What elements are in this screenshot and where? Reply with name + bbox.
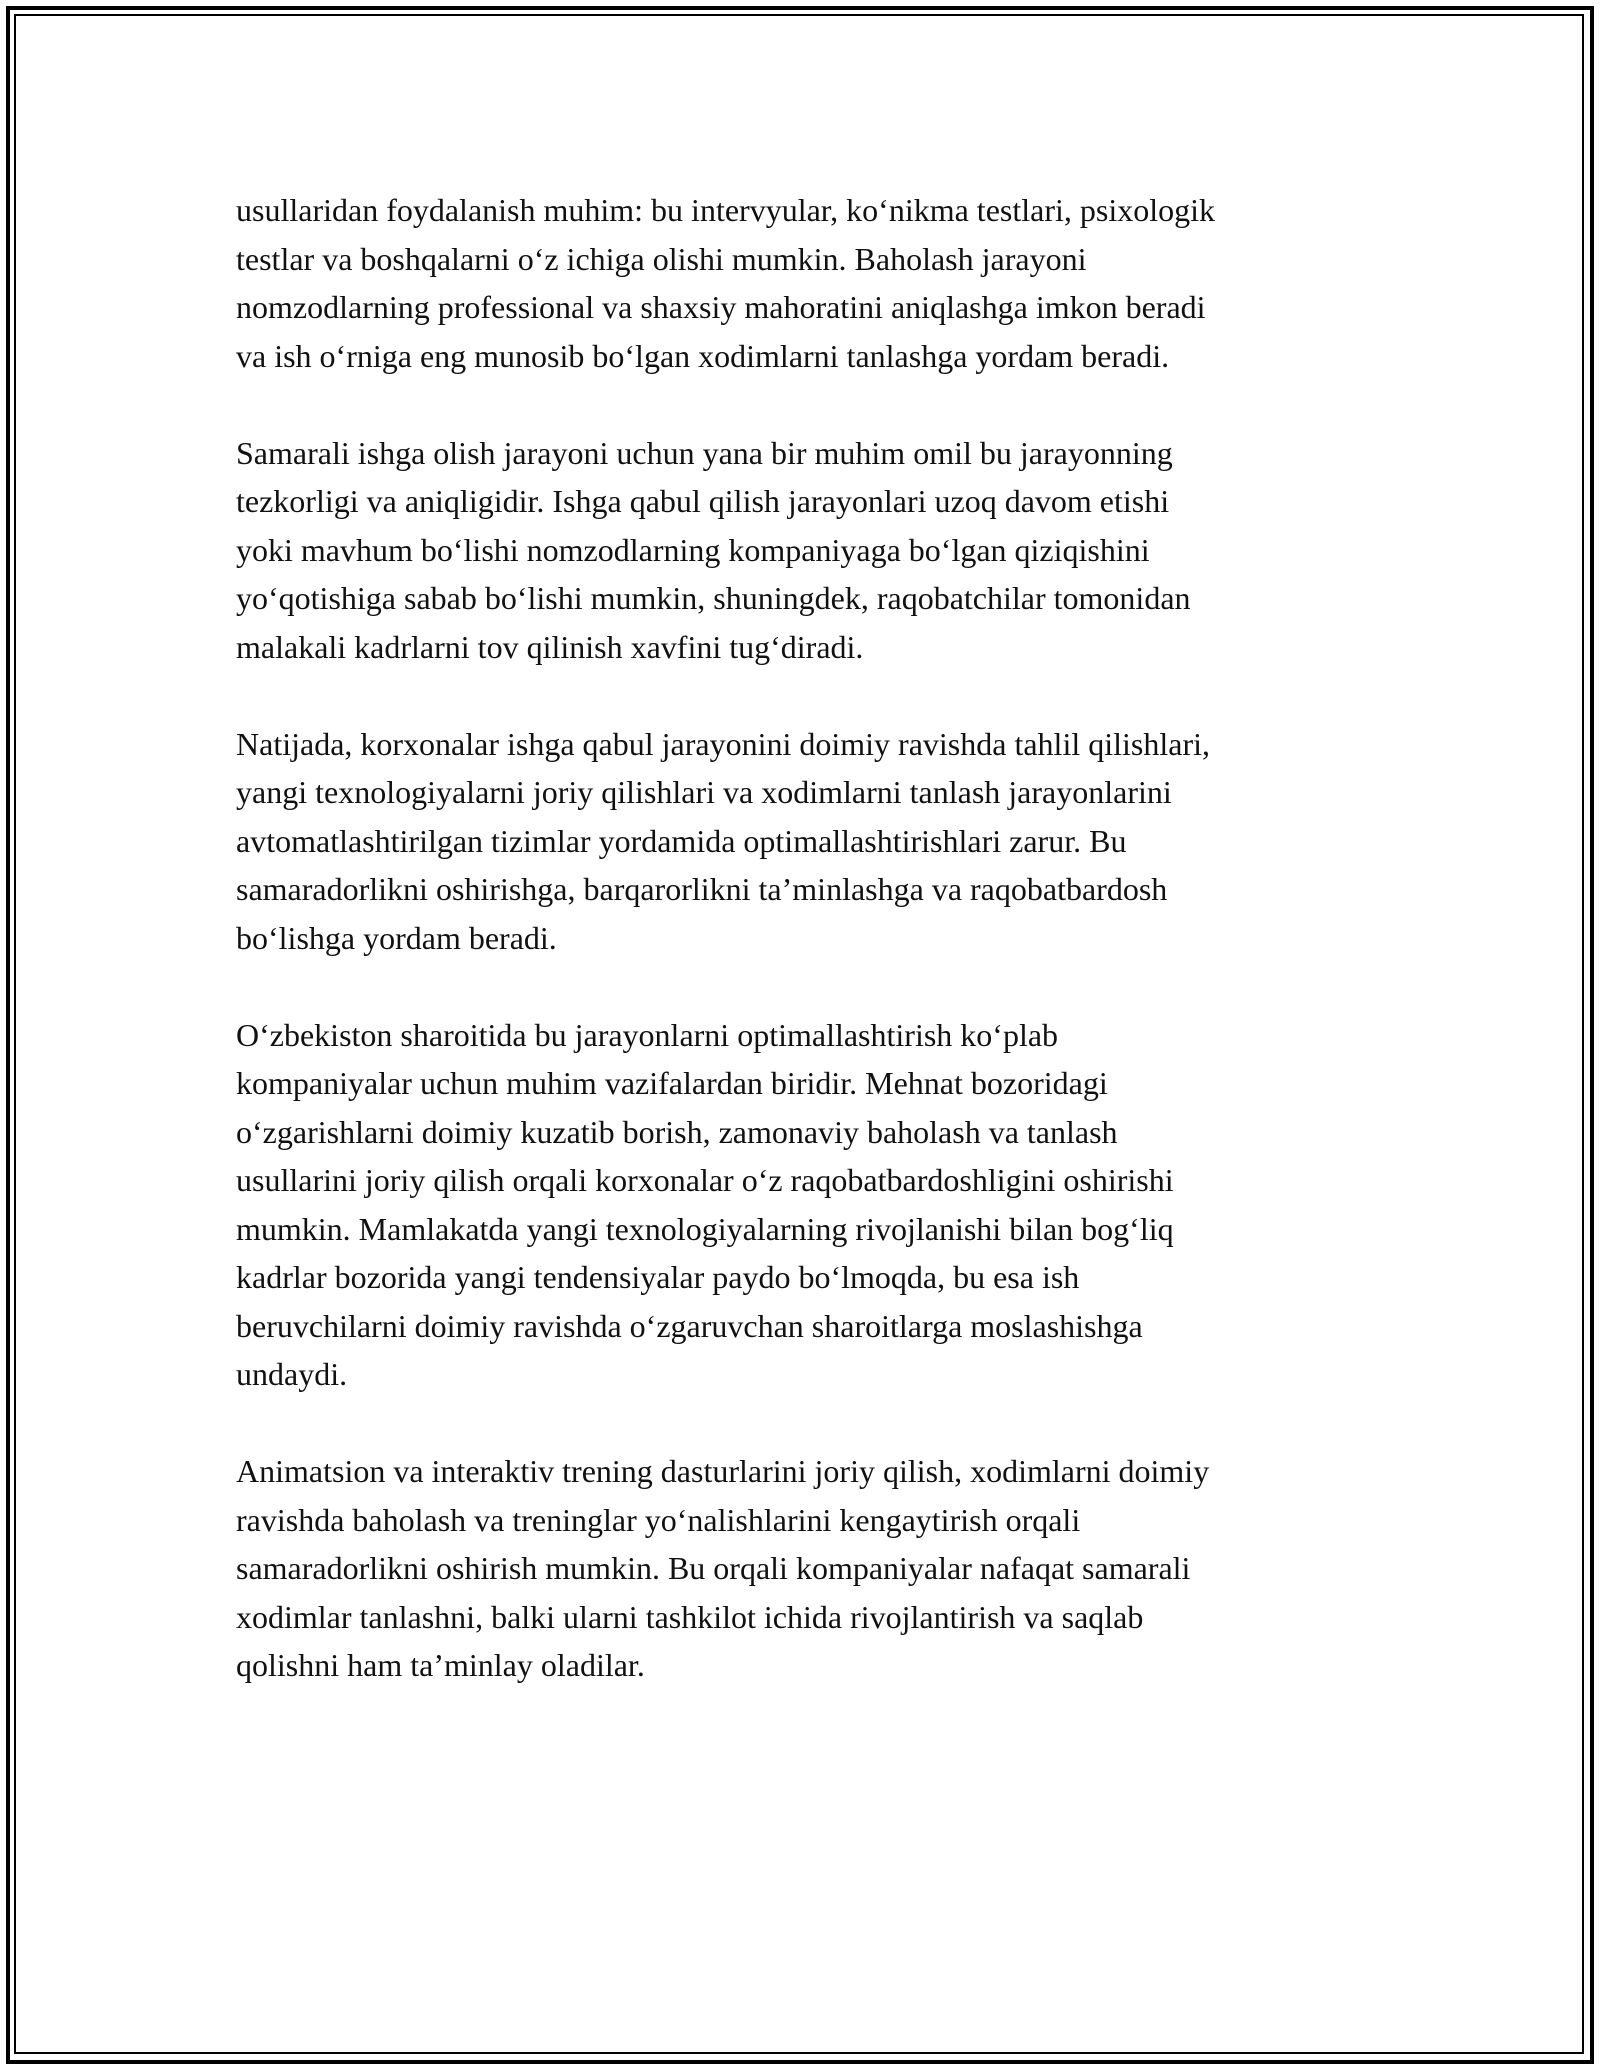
paragraph-training-programs: Animatsion va interaktiv trening dasturlarini joriy qilish, xodimlarni doimiy ravishda baholash va treninglar yo‘nalishlarini kengaytirish orqali samaradorlikni oshirish mumkin. Bu orqali kompaniyalar nafaqat samarali xodimlar tanlashni, balki ularni tashkilot ichida rivojlantirish va saqlab qolishni ham ta’minlay oladilar.: [236, 1453, 1210, 1683]
paragraph-assessment-methods: usullaridan foydalanish muhim: bu intervyular, ko‘nikma testlari, psixologik testlar va boshqalarni o‘z ichiga olishi mumkin. Baholash jarayoni nomzodlarning professional va shaxsiy mahoratini aniqlashga imkon beradi va ish o‘rniga eng munosib bo‘lgan xodimlarni tanlashga yordam beradi.: [236, 192, 1215, 374]
paragraph-process-optimization: Natijada, korxonalar ishga qabul jarayonini doimiy ravishda tahlil qilishlari, yangi texnologiyalarni joriy qilishlari va xodimlarni tanlash jarayonlarini avtomatlashtirilgan tizimlar yordamida optimallashtirishlari zarur. Bu samaradorlikni oshirishga, barqarorlikni ta’minlashga va raqobatbardosh bo‘lishga yordam beradi.: [236, 725, 1210, 956]
paragraph-hiring-speed: Samarali ishga olish jarayoni uchun yana bir muhim omil bu jarayonning tezkorligi va aniqligidir. Ishga qabul qilish jarayonlari uzoq davom etishi yoki mavhum bo‘lishi nomzodlarning kompaniyaga bo‘lgan qiziqishini yo‘qotishiga sabab bo‘lishi mumkin, shuningdek, raqobatchilar tomonidan malakali kadrlarni tov qilinish xavfini tug‘diradi.: [236, 434, 1191, 665]
paragraph-uzbekistan-context: O‘zbekiston sharoitida bu jarayonlarni optimallashtirish ko‘plab kompaniyalar uchun muhim vazifalardan biridir. Mehnat bozoridagi o‘zgarishlarni doimiy kuzatib borish, zamonaviy baholash va tanlash usullarini joriy qilish orqali korxonalar o‘z raqobatbardoshligini oshirishi mumkin. Mamlakatda yangi texnologiyalarning rivojlanishi bilan bog‘liq kadrlar bozorida yangi tendensiyalar paydo bo‘lmoqda, bu esa ish beruvchilarni doimiy ravishda o‘zgaruvchan sharoitlarga moslashishga undaydi.: [236, 1016, 1174, 1392]
document-body: [236, 186, 1376, 1738]
